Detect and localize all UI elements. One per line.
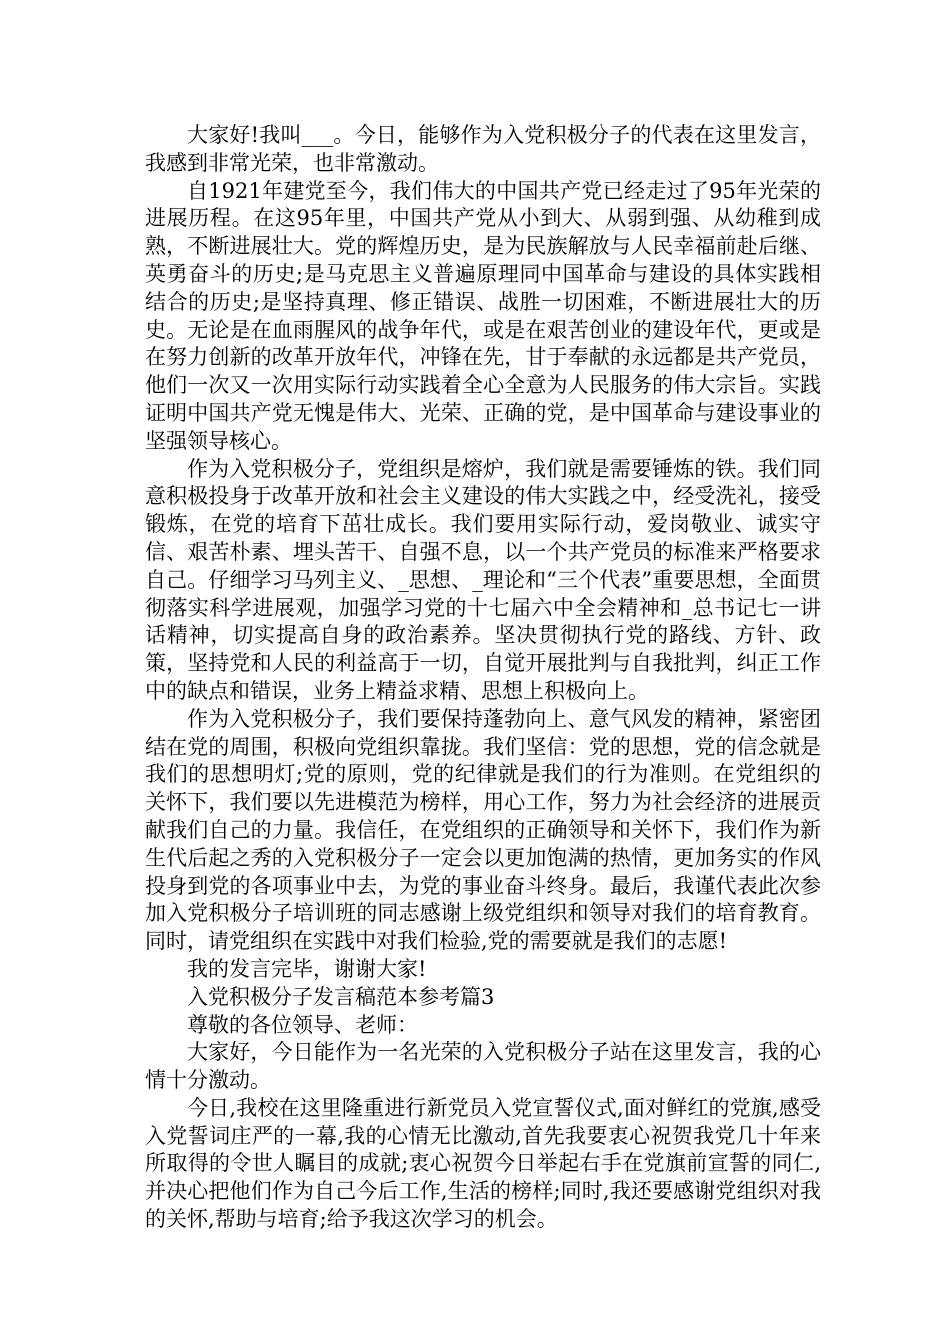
paragraph-opening: 大家好，今日能作为一名光荣的入党积极分子站在这里发言，我的心情十分激动。	[145, 1040, 821, 1093]
paragraph-party-history: 自1921年建党至今，我们伟大的中国共产党已经走过了95年光荣的进展历程。在这95年里，中国共产党从小到大、从弱到强、从幼稚到成熟，不断进展壮大。党的辉煌历史，是为民族解放与人民幸福前赴后继、英勇奋斗的历史;是马克思主义普遍原理同中国革命与建设的具体实践相结合的历史;是坚持真理、修正错误、战胜一切困难，不断进展壮大的历史。无论是在血雨腥风的战争年代，或是在艰苦创业的建设年代，更或是在努力创新的改革开放年代，冲锋在先，甘于奉献的永远都是共产党员，他们一次又一次用实际行动实践着全心全意为人民服务的伟大宗旨。实践证明中国共产党无愧是伟大、光荣、正确的党，是中国革命与建设事业的坚强领导核心。	[145, 178, 821, 453]
paragraph-salutation: 尊敬的各位领导、老师：	[187, 1012, 418, 1037]
paragraph-spirit-commitment: 作为入党积极分子，我们要保持蓬勃向上、意气风发的精神，紧密团结在党的周围，积极向党组织靠拢。我们坚信：党的思想，党的信念就是我们的思想明灯;党的原则，党的纪律就是我们的行为准则。在党组织的关怀下，我们要以先进模范为榜样，用心工作，努力为社会经济的进展贡献我们自己的力量。我信任，在党组织的正确领导和关怀下，我们作为新生代后起之秀的入党积极分子一定会以更加饱满的热情，更加务实的作风投身到党的各项事业中去，为党的事业奋斗终身。最后，我谨代表此次参加入党积极分子培训班的同志感谢上级党组织和领导对我们的培育教育。同时，请党组织在实践中对我们检验,党的需要就是我们的志愿!	[145, 706, 821, 954]
paragraph-oath-ceremony: 今日,我校在这里隆重进行新党员入党宣誓仪式,面对鲜红的党旗,感受入党誓词庄严的一幕,我的心情无比激动,首先我要衷心祝贺我党几十年来所取得的令世人瞩目的成就;衷心祝贺今日举起右手在党旗前宣誓的同仁,并决心把他们作为自己今后工作,生活的榜样;同时,我还要感谢党组织对我的关怀,帮助与培育;给予我这次学习的机会。	[145, 1095, 821, 1232]
document-page	[145, 122, 821, 1234]
section-title: 入党积极分子发言稿范本参考篇3	[187, 984, 495, 1009]
paragraph-greeting: 大家好!我叫___。今日，能够作为入党积极分子的代表在这里发言，我感到非常光荣，也非常激动。	[145, 123, 821, 175]
paragraph-activist-duty: 作为入党积极分子，党组织是熔炉，我们就是需要锤炼的铁。我们同意积极投身于改革开放和社会主义建设的伟大实践之中，经受洗礼，接受锻炼，在党的培育下茁壮成长。我们要用实际行动，爱岗敬业、诚实守信、艰苦朴素、埋头苦干、自强不息，以一个共产党员的标准来严格要求自己。仔细学习马列主义、_思想、_理论和“三个代表”重要思想，全面贯彻落实科学进展观，加强学习党的十七届六中全会精神和_总书记七一讲话精神，切实提高自身的政治素养。坚决贯彻执行党的路线、方针、政策，坚持党和人民的利益高于一切，自觉开展批判与自我批判，纠正工作中的缺点和错误，业务上精益求精、思想上积极向上。	[145, 456, 821, 703]
paragraph-closing: 我的发言完毕，谢谢大家!	[187, 956, 427, 981]
